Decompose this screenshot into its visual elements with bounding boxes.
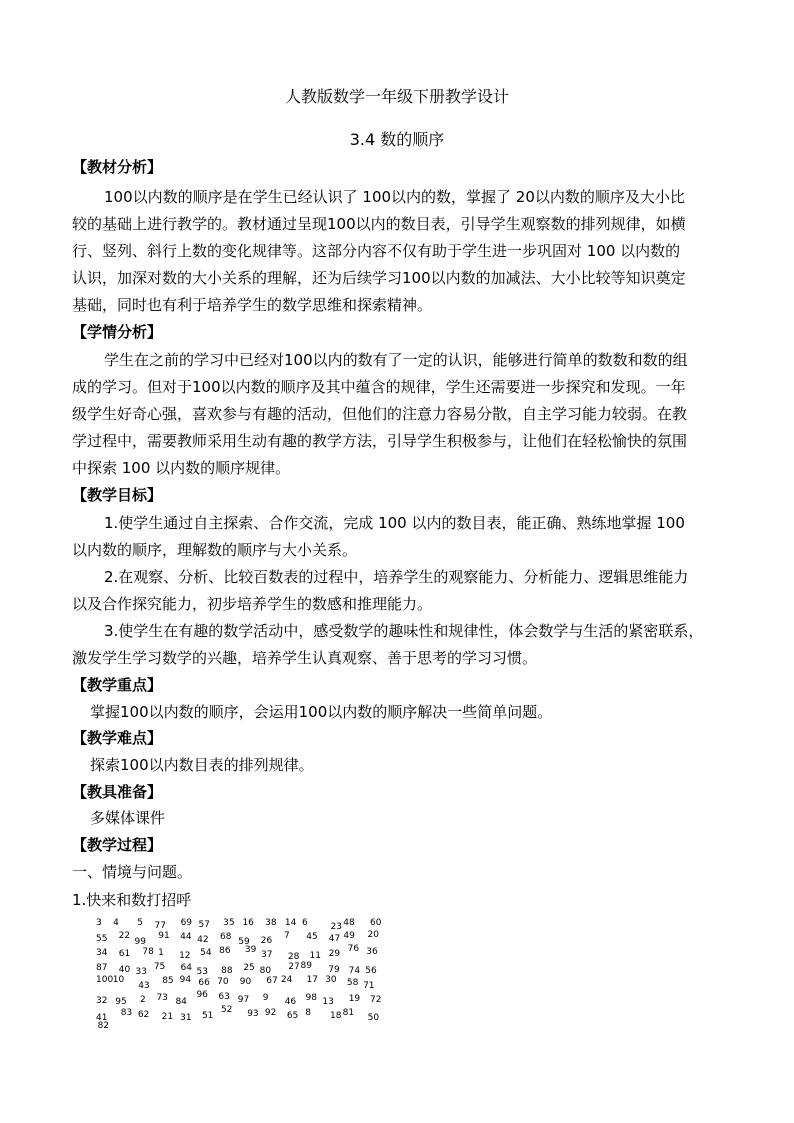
cloud-number: 54 [200,947,212,958]
scattered-numbers-figure [96,918,386,1036]
paragraph-line: 多媒体课件 [90,809,166,827]
cloud-number: 85 [162,975,174,986]
cloud-number: 71 [363,980,375,991]
cloud-number: 25 [243,963,255,974]
cloud-number: 90 [239,976,252,987]
paragraph-line: 较的基础上进行教学的。教材通过呈现100以内的数目表，引导学生观察数的排列规律，如横 [72,215,686,233]
paragraph-line: 1.使学生通过自主探索、合作交流，完成 100 以内的数目表，能正确、熟练地掌握 100 [104,514,685,532]
cloud-number: 26 [260,936,273,947]
cloud-number: 80 [259,965,272,976]
cloud-number: 95 [115,997,127,1008]
cloud-number: 68 [220,931,232,942]
cloud-number: 86 [219,946,231,957]
cloud-number: 43 [138,981,150,992]
paragraph-line: 2.在观察、分析、比较百数表的过程中，培养学生的观察能力、分析能力、逻辑思维能力 [104,568,689,586]
cloud-number: 94 [179,974,192,985]
cloud-number: 56 [365,966,377,977]
cloud-number: 23 [330,921,342,932]
cloud-number: 96 [196,990,208,1001]
cloud-number: 70 [217,977,229,988]
paragraph-line: 一、情境与问题。 [72,863,193,881]
paragraph-line: 基础，同时也有利于培养学生的数学思维和探索精神。 [72,296,433,314]
lesson-subtitle: 3.4 数的顺序 [349,130,445,149]
paragraph-line: 探索100以内数目表的排列规律。 [90,756,314,774]
cloud-number: 39 [244,945,257,956]
cloud-number: 38 [265,918,277,928]
cloud-number: 83 [120,1008,133,1019]
paragraph-line: 3.使学生在有趣的数学活动中，感受数学的趣味性和规律性，体会数学与生活的紧密联系， [104,622,704,640]
cloud-number: 22 [118,931,131,942]
cloud-number: 5 [137,918,143,929]
cloud-number: 87 [96,962,108,973]
section-heading-textbook-analysis: 【教材分析】 [72,158,163,176]
cloud-number: 72 [370,995,382,1006]
section-heading-difficulties: 【教学难点】 [72,729,163,747]
section-heading-key-points: 【教学重点】 [72,676,163,694]
cloud-number: 55 [96,933,108,944]
cloud-number: 48 [343,918,355,928]
cloud-number: 9 [262,992,269,1003]
cloud-number: 58 [346,977,359,988]
cloud-number: 60 [370,918,382,928]
cloud-number: 76 [347,944,360,955]
cloud-number: 2 [140,994,146,1005]
cloud-number: 19 [348,993,361,1004]
cloud-number: 45 [306,932,318,943]
paragraph-line: 掌握100以内数的顺序，会运用100以内数的顺序解决一些简单问题。 [90,703,553,721]
cloud-number: 65 [286,1011,299,1022]
cloud-number: 69 [180,918,193,928]
section-heading-teaching-goals: 【教学目标】 [72,486,163,504]
cloud-number: 47 [328,934,341,945]
section-heading-materials: 【教具准备】 [72,783,163,801]
cloud-number: 14 [284,918,297,928]
cloud-number: 78 [142,946,154,957]
cloud-number: 40 [118,965,131,976]
cloud-number: 24 [280,974,293,985]
cloud-number: 81 [342,1007,355,1018]
cloud-number: 46 [284,996,297,1007]
cloud-number: 59 [238,936,250,947]
paragraph-line: 以内数的顺序，理解数的顺序与大小关系。 [72,541,358,559]
cloud-number: 62 [137,1010,150,1021]
cloud-number: 88 [221,966,233,977]
cloud-number: 41 [96,1012,108,1023]
cloud-number: 32 [96,995,108,1006]
cloud-number: 49 [343,930,355,941]
cloud-number: 57 [198,920,210,931]
cloud-number: 13 [322,996,334,1007]
cloud-number: 97 [237,994,250,1005]
cloud-number: 7 [284,931,290,942]
cloud-number: 31 [180,1012,192,1023]
cloud-number: 29 [328,949,341,960]
cloud-number: 52 [220,1005,233,1016]
paragraph-line: 中探索 100 以内数的顺序规律。 [72,459,291,477]
paragraph-line: 行、竖列、斜行上数的变化规律等。这部分内容不仅有助于学生进一步巩固对 100 以内数的 [72,242,681,260]
cloud-number: 42 [197,935,209,946]
section-heading-teaching-process: 【教学过程】 [72,836,163,854]
cloud-number: 93 [247,1009,259,1020]
cloud-number: 98 [305,993,317,1004]
cloud-number: 36 [366,947,378,958]
cloud-number: 79 [328,965,340,975]
cloud-number: 37 [261,950,273,961]
cloud-number: 28 [287,952,300,963]
cloud-number: 6 [301,918,308,928]
cloud-number: 20 [367,929,379,940]
cloud-number: 8 [305,1008,311,1019]
paragraph-line: 级学生好奇心强，喜欢参与有趣的活动，但他们的注意力容易分散，自主学习能力较弱。在教 [72,405,688,423]
cloud-number: 33 [135,967,147,978]
cloud-number: 75 [153,962,166,973]
cloud-number: 10 [112,974,125,985]
cloud-number: 74 [348,966,361,977]
cloud-number: 77 [154,921,166,932]
paragraph-line: 1.快来和数打招呼 [72,891,192,909]
paragraph-line: 成的学习。但对于100以内数的顺序及其中蕴含的规律，学生还需要进一步探究和发现。一年 [72,378,686,396]
cloud-number: 3 [96,918,102,929]
cloud-number: 16 [242,918,254,928]
cloud-number: 27 [288,961,300,972]
cloud-number: 92 [264,1007,277,1018]
cloud-number: 73 [156,992,168,1003]
cloud-number: 44 [180,931,192,942]
cloud-number: 34 [96,947,108,958]
cloud-number: 50 [367,1012,380,1023]
cloud-number: 84 [175,996,187,1007]
document-title: 人教版数学一年级下册教学设计 [284,87,509,106]
paragraph-line: 以及合作探究能力，初步培养学生的数感和推理能力。 [72,595,433,613]
cloud-number: 82 [97,1021,110,1032]
paragraph-line: 激发学生学习数学的兴趣，培养学生认真观察、善于思考的学习习惯。 [72,649,538,667]
cloud-number: 1 [158,948,164,959]
cloud-number: 4 [113,918,119,928]
cloud-number: 21 [161,1012,174,1023]
cloud-number: 18 [329,1010,342,1021]
paragraph-line: 学过程中，需要教师采用生动有趣的教学方法，引导学生积极参与，让他们在轻松愉快的氛围 [72,432,688,450]
cloud-number: 91 [158,931,170,941]
section-heading-student-analysis: 【学情分析】 [72,323,163,341]
cloud-number: 100 [96,974,114,985]
cloud-number: 11 [309,951,321,962]
cloud-number: 51 [201,1011,214,1022]
cloud-number: 67 [266,975,278,986]
paragraph-line: 学生在之前的学习中已经对100以内的数有了一定的认识，能够进行简单的数数和数的组 [104,351,688,369]
cloud-number: 89 [300,960,312,971]
paragraph-line: 认识，加深对数的大小关系的理解，还为后续学习100以内数的加减法、大小比较等知识奠定 [72,269,686,287]
cloud-number: 30 [325,975,337,986]
cloud-number: 99 [134,937,146,948]
paragraph-line: 100以内数的顺序是在学生已经认识了 100以内的数，掌握了 20以内数的顺序及大小比 [104,188,685,206]
cloud-number: 35 [223,918,235,928]
cloud-number: 53 [196,967,208,978]
cloud-number: 61 [118,949,131,960]
cloud-number: 12 [179,950,191,961]
cloud-number: 64 [180,962,192,973]
cloud-number: 66 [198,978,210,989]
cloud-number: 63 [218,992,230,1003]
cloud-number: 17 [306,975,318,986]
